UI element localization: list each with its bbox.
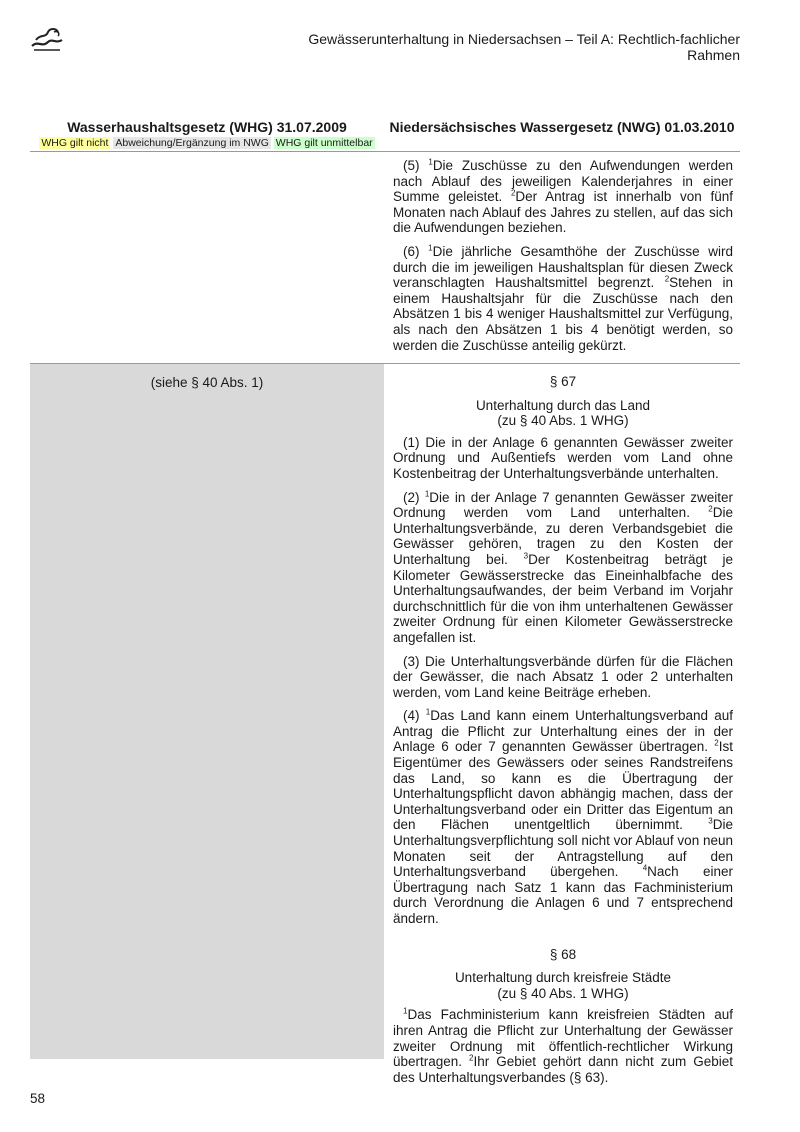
paragraph-6: (6) $^1$Die jährliche Gesamthöhe der Zuschüsse wird durch die im jeweiligen Haushaltsplan für diesen Zweck veranschlagten Haushaltsmittel begrenzt. $^2$Stehen in einem Haushaltsjahr für die Zuschüsse nach den Absätzen 1 bis 4 weniger Haushaltsmittel zur Verfügung, als nach den Absätzen 1 bis 4 benötigt werden, so werden die Zuschüsse anteilig gekürzt. — [393, 243, 734, 353]
whg-shaded-cell — [30, 364, 384, 1059]
s68-paragraph-1: $^1$Das Fachministerium kann kreisfreien Städten auf ihren Antrag die Pflicht zur Unterhaltung der Gewässer zweiter Ordnung mit öffentlich-rechtlicher Wirkung übertragen. $^2$Ihr Gebiet gehört dann nicht zum Gebiet des Unterhaltungsverbandes (§ 63). — [393, 1006, 733, 1085]
legend-deviation: Abweichung/Ergänzung im NWG — [115, 137, 269, 149]
section-68-number: § 68 — [549, 946, 577, 962]
s67-paragraph-4: (4) $^1$Das Land kann einem Unterhaltungsverband auf Antrag die Pflicht zur Unterhaltung eines der in der Anlage 6 oder 7 genannten Gewässer übertragen. $^2$Ist Eigentümer des Gewässers oder seines Randstreifens das Land, so kann es die Übertragung der Unterhaltungspflicht davon abhängig machen, dass der Unterhaltungsverband oder ein Dritter das Eigentum an den Flächen unentgeltlich übernimmt. $^3$Die Unterhaltungsverpflichtung soll nicht vor Ablauf von neun Monaten seit der Antragstellung auf den Unterhaltungsverband übergehen. $^4$Nach einer Übertragung nach Satz 1 kann das Fachministerium durch Verordnung die Anlagen 6 und 7 entsprechend ändern. — [393, 707, 733, 926]
nwg-title: Niedersächsisches Wassergesetz (NWG) 01.03.2010 — [389, 119, 735, 135]
row2-nwg-text — [393, 374, 733, 1093]
legend — [30, 137, 384, 150]
s67-paragraph-2: (2) $^1$Die in der Anlage 7 genannten Gewässer zweiter Ordnung werden vom Land unterhalten. $^2$Die Unterhaltungsverbände, zu deren Verbandsgebiet die Gewässer gehören, tragen zu den Kosten der Unterhaltung bei. $^3$Der Kostenbeitrag beträgt je Kilometer Gewässerstrecke das Eineinhalbfache des Unterhaltungsaufwandes, der beim Verband im Vorjahr durchschnittlich für die von ihm unterhaltenen Gewässer zweiter Ordnung für einen Kilometer Gewässerstrecke angefallen ist. — [393, 489, 733, 645]
s67-paragraph-1: (1) Die in der Anlage 6 genannten Gewässer zweiter Ordnung und Außentiefs werden vom Land ohne Kostenbeitrag der Unterhaltungsverbände unterhalten. — [393, 434, 733, 481]
legend-direct: WHG gilt unmittelbar — [275, 137, 373, 149]
row-divider — [30, 151, 740, 152]
section-67-number: § 67 — [549, 374, 577, 389]
section-68-heading: Unterhaltung durch kreisfreie Städte (zu § 40 Abs. 1 WHG) — [454, 970, 672, 1001]
legend-not-applicable: WHG gilt nicht — [41, 137, 109, 149]
s67-paragraph-3: (3) Die Unterhaltungsverbände dürfen für die Flächen der Gewässer, die nach Absatz 1 oder 2 unterhalten werden, vom Land keine Beiträge erheben. — [393, 653, 733, 700]
row1-nwg-text — [393, 158, 733, 361]
whg-title: Wasserhaushaltsgesetz (WHG) 31.07.2009 — [67, 119, 347, 135]
whg-column-header — [30, 119, 384, 150]
whg-reference: (siehe § 40 Abs. 1) — [150, 375, 264, 390]
paragraph-5: (5) $^1$Die Zuschüsse zu den Aufwendungen werden nach Ablauf des jeweiligen Kalenderjahres in einer Summe geleistet. $^2$Der Antrag ist innerhalb von fünf Monaten nach Ablauf des Jahres zu stellen, auf das sich die Aufwendungen beziehen. — [393, 157, 734, 236]
running-title: Gewässerunterhaltung in Niedersachsen – Teil A: Rechtlich-fachlicher Rahmen — [308, 31, 740, 63]
section-67-heading: Unterhaltung durch das Land (zu § 40 Abs. 1 WHG) — [475, 397, 651, 429]
wave-logo-icon — [30, 26, 64, 52]
page-number: 58 — [30, 1091, 46, 1106]
